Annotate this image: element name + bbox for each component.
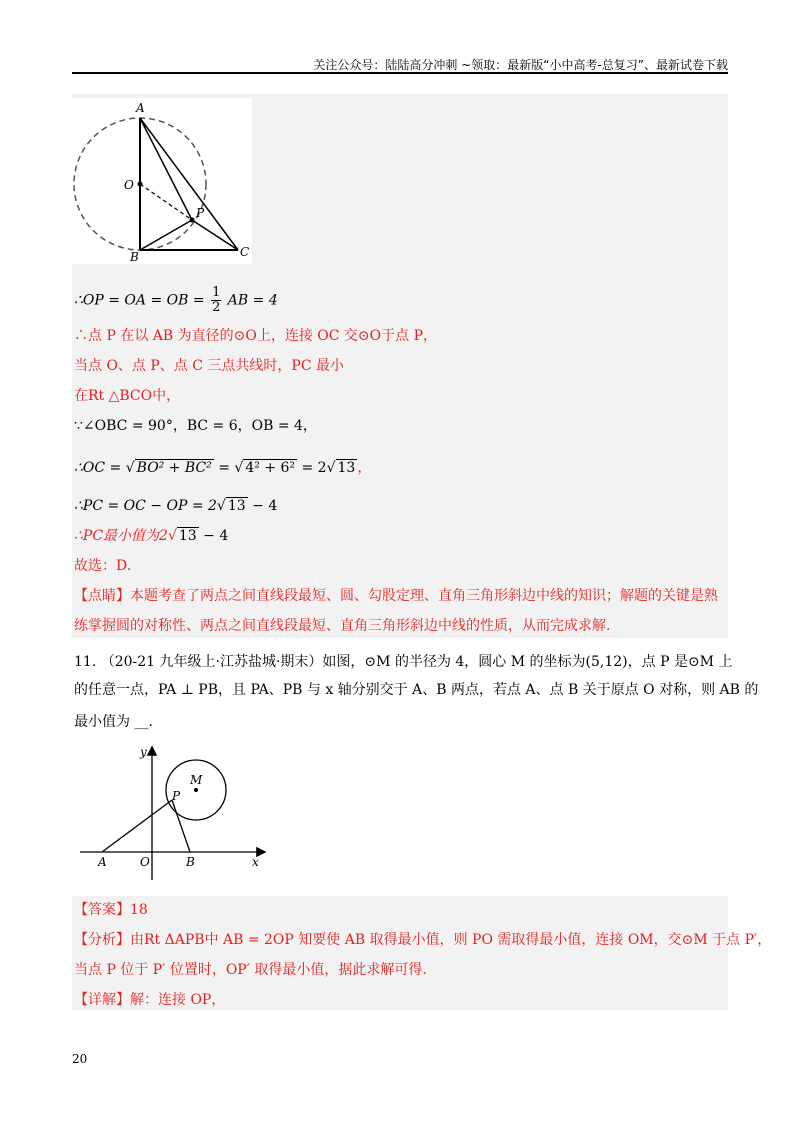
- segment-pa: [102, 800, 172, 852]
- label-a: A: [98, 855, 107, 869]
- question-11-line-1: 11. （20-21 九年级上·江苏盐城·期末）如图，⊙M 的半径为 4，圆心 M 的坐标为(5,12)，点 P 是⊙M 上: [74, 654, 733, 670]
- solution-comment-line-2: 练掌握圆的对称性、两点之间直线段最短、直角三角形斜边中线的性质，从而完成求解.: [74, 618, 611, 634]
- page-header: 关注公众号：陆陆高分冲刺 ~领取：最新版“小中高考-总复习”、最新试卷下载: [313, 58, 728, 72]
- solution-line-given: ∵∠OBC = 90°，BC = 6，OB = 4，: [74, 418, 317, 434]
- label-m: M: [190, 773, 203, 787]
- solution-line-rt-triangle: 在Rt △BCO中，: [74, 388, 181, 404]
- solution-line-pc-min: ∴PC最小值为2√ 13 − 4: [74, 528, 229, 544]
- solution-choice: 故选：D.: [74, 558, 132, 574]
- solution-line-point-on-circle: ∴点 P 在以 AB 为直径的⊙O上，连接 OC 交⊙O于点 P，: [74, 328, 437, 344]
- detail-line: 【详解】解：连接 OP，: [74, 992, 226, 1008]
- point-o: [138, 182, 143, 187]
- solution-line-collinear: 当点 O、点 P、点 C 三点共线时，PC 最小: [74, 358, 344, 374]
- analysis-tag: 【分析】: [74, 932, 130, 948]
- fraction-one-half: $\frac{1}{2}$: [212, 285, 221, 315]
- coordinate-figure-circle-m: [74, 740, 274, 882]
- solution-line-pc: ∴PC = OC − OP = 2√ 13 − 4: [74, 498, 278, 514]
- header-divider: [72, 72, 728, 74]
- analysis-line-2: 当点 P 位于 P′ 位置时，OP′ 取得最小值，据此求解可得.: [74, 962, 427, 978]
- question-11-line-3: 最小值为 __.: [74, 714, 153, 730]
- label-y: y: [140, 745, 147, 759]
- figure-background: [72, 98, 252, 264]
- point-p: [190, 218, 195, 223]
- label-x: x: [252, 855, 259, 869]
- point-m: [194, 788, 198, 792]
- detail-tag: 【详解】: [74, 992, 130, 1008]
- solution-line-op: ∴OP = OA = OB = $\frac{1}{2}$ AB = 4: [74, 285, 278, 315]
- label-p: P: [196, 206, 205, 220]
- solution-comment-line-1: 【点睛】本题考查了两点之间直线段最短、圆、勾股定理、直角三角形斜边中线的知识；解题的关键是熟: [74, 588, 718, 604]
- solution-line-oc: ∴OC = √ BO² + BC² = √ 4² + 6² = 2√ 13 ，: [74, 460, 372, 476]
- label-p: P: [172, 789, 181, 803]
- geometry-figure-circle-triangle: [72, 98, 252, 264]
- analysis-line-1: 【分析】由Rt ΔAPB中 AB = 2OP 知要使 AB 取得最小值，则 PO 需取得最小值，连接 OM，交⊙M 于点 P′，: [74, 932, 772, 948]
- label-origin: O: [140, 855, 150, 869]
- answer-tag: 【答案】: [74, 902, 130, 918]
- answer-line: [74, 900, 148, 920]
- label-b: B: [130, 250, 139, 264]
- label-c: C: [240, 245, 250, 259]
- label-o: O: [124, 178, 134, 192]
- label-a: A: [136, 101, 145, 115]
- page-number: 20: [72, 1052, 88, 1066]
- answer-value: 18: [130, 902, 148, 918]
- question-11-line-2: 的任意一点，PA ⊥ PB，且 PA、PB 与 x 轴分别交于 A、B 两点，若点 A、点 B 关于原点 O 对称，则 AB 的: [74, 682, 759, 698]
- comment-tag: 【点睛】: [74, 588, 130, 604]
- segment-pb: [172, 800, 190, 852]
- label-b: B: [186, 855, 195, 869]
